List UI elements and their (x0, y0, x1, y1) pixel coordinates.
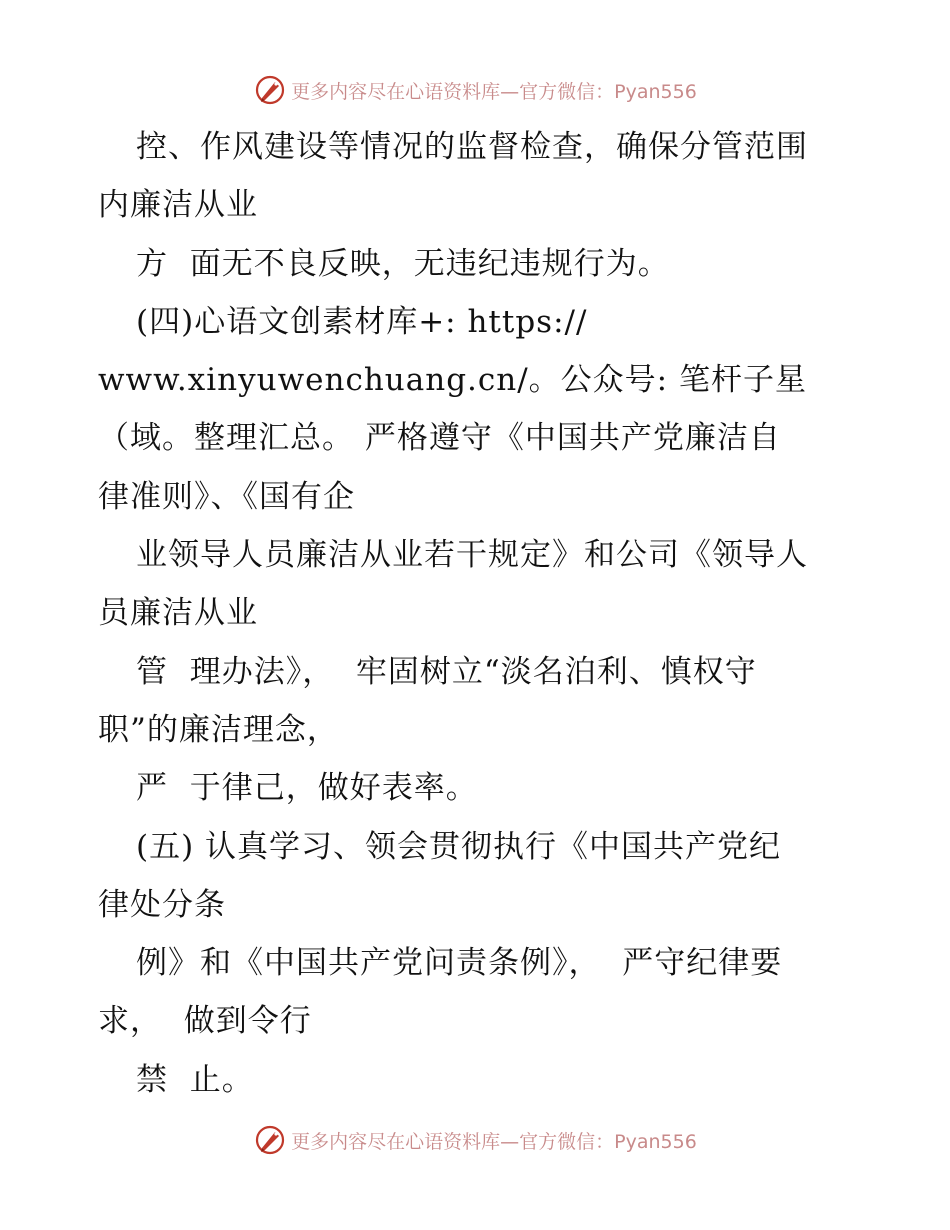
body-line: 控、作风建设等情况的监督检查，确保分管范围 (136, 129, 808, 165)
header-watermark-banner (0, 70, 950, 110)
footer-watermark-banner (0, 1120, 950, 1160)
body-line: 员廉洁从业 (98, 595, 258, 632)
body-line: 律处分条 (98, 886, 226, 923)
body-line: 严 于律己，做好表率。 (136, 770, 478, 807)
body-line: 求， 做到令行 (98, 1003, 312, 1040)
header-watermark-text: 更多内容尽在心语资料库—官方微信：Pyan556 (291, 80, 697, 103)
footer-watermark-text: 更多内容尽在心语资料库—官方微信：Pyan556 (291, 1130, 697, 1153)
body-line: 职”的廉洁理念， (98, 711, 339, 748)
document-body (98, 118, 878, 1109)
body-line: (五) 认真学习、领会贯彻执行《中国共产党纪 (136, 828, 782, 865)
body-line: 方 面无不良反映，无违纪违规行为。 (136, 245, 670, 282)
pen-nib-logo-icon (253, 73, 287, 107)
body-line: 管 理办法》， 牢固树立“淡名泊利、慎权守 (136, 653, 757, 690)
body-line: (四)心语文创素材库+: https:// (136, 303, 588, 340)
body-line: 禁 止。 (136, 1061, 254, 1098)
body-line: 例》和《中国共产党问责条例》， 严守纪律要 (136, 945, 783, 982)
body-line: 内廉洁从业 (98, 187, 258, 224)
pen-nib-logo-icon (253, 1123, 287, 1157)
body-line: 律准则》、《国有企 (98, 478, 355, 515)
body-line: www.xinyuwenchuang.cn/。公众号: 笔杆子星 (98, 362, 807, 399)
body-line: （域。整理汇总。 严格遵守《中国共产党廉洁自 (98, 420, 781, 457)
body-line: 业领导人员廉洁从业若干规定》和公司《领导人 (136, 537, 808, 574)
